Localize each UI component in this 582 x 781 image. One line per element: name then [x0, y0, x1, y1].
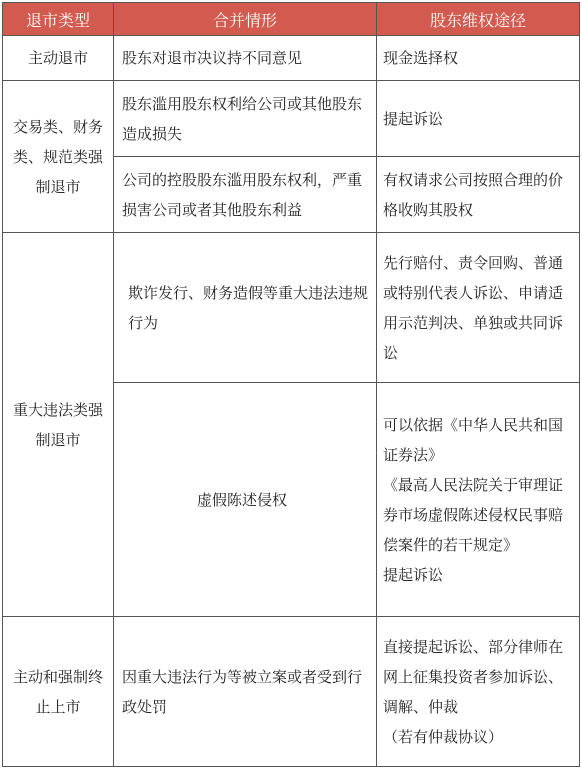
header-remedy: 股东维权途径 [377, 3, 580, 36]
table-row [3, 36, 580, 81]
remedy-line: 《最高人民法院关于审理证券市场虚假陈述侵权民事赔偿案件的若干规定》 [383, 475, 564, 554]
header-situation: 合并情形 [114, 3, 377, 36]
cell-remedy: 现金选择权 [377, 36, 580, 81]
cell-situation: 欺诈发行、财务造假等重大违法违规行为 [114, 233, 377, 383]
table-container [2, 2, 580, 767]
cell-remedy: 提起诉讼 [377, 81, 580, 157]
remedy-note: （若有仲裁协议） [383, 727, 504, 746]
cell-type: 交易类、财务类、规范类强制退市 [3, 81, 114, 233]
table-row [3, 233, 580, 383]
cell-situation: 股东滥用股东权利给公司或其他股东造成损失 [114, 81, 377, 157]
cell-situation: 虚假陈述侵权 [114, 383, 377, 617]
cell-situation: 公司的控股股东滥用股东权利，严重损害公司或者其他股东利益 [114, 157, 377, 233]
cell-situation: 因重大违法行为等被立案或者受到行政处罚 [114, 617, 377, 767]
cell-remedy [377, 617, 580, 767]
cell-situation: 股东对退市决议持不同意见 [114, 36, 377, 81]
delisting-remedy-table [2, 2, 580, 767]
table-row [3, 617, 580, 767]
header-delisting-type: 退市类型 [3, 3, 114, 36]
cell-type: 主动退市 [3, 36, 114, 81]
remedy-line: 可以依据《中华人民共和国证券法》 [383, 415, 564, 464]
cell-type: 重大违法类强制退市 [3, 233, 114, 617]
table-row [3, 81, 580, 157]
remedy-line: 提起诉讼 [383, 565, 444, 584]
cell-remedy [377, 383, 580, 617]
table-header-row [3, 3, 580, 36]
cell-remedy: 先行赔付、责令回购、普通或特别代表人诉讼、申请适用示范判决、单独或共同诉讼 [377, 233, 580, 383]
remedy-text: 直接提起诉讼、部分律师在网上征集投资者参加诉讼、调解、仲裁 [383, 637, 564, 716]
cell-remedy: 有权请求公司按照合理的价格收购其股权 [377, 157, 580, 233]
cell-type: 主动和强制终止上市 [3, 617, 114, 767]
